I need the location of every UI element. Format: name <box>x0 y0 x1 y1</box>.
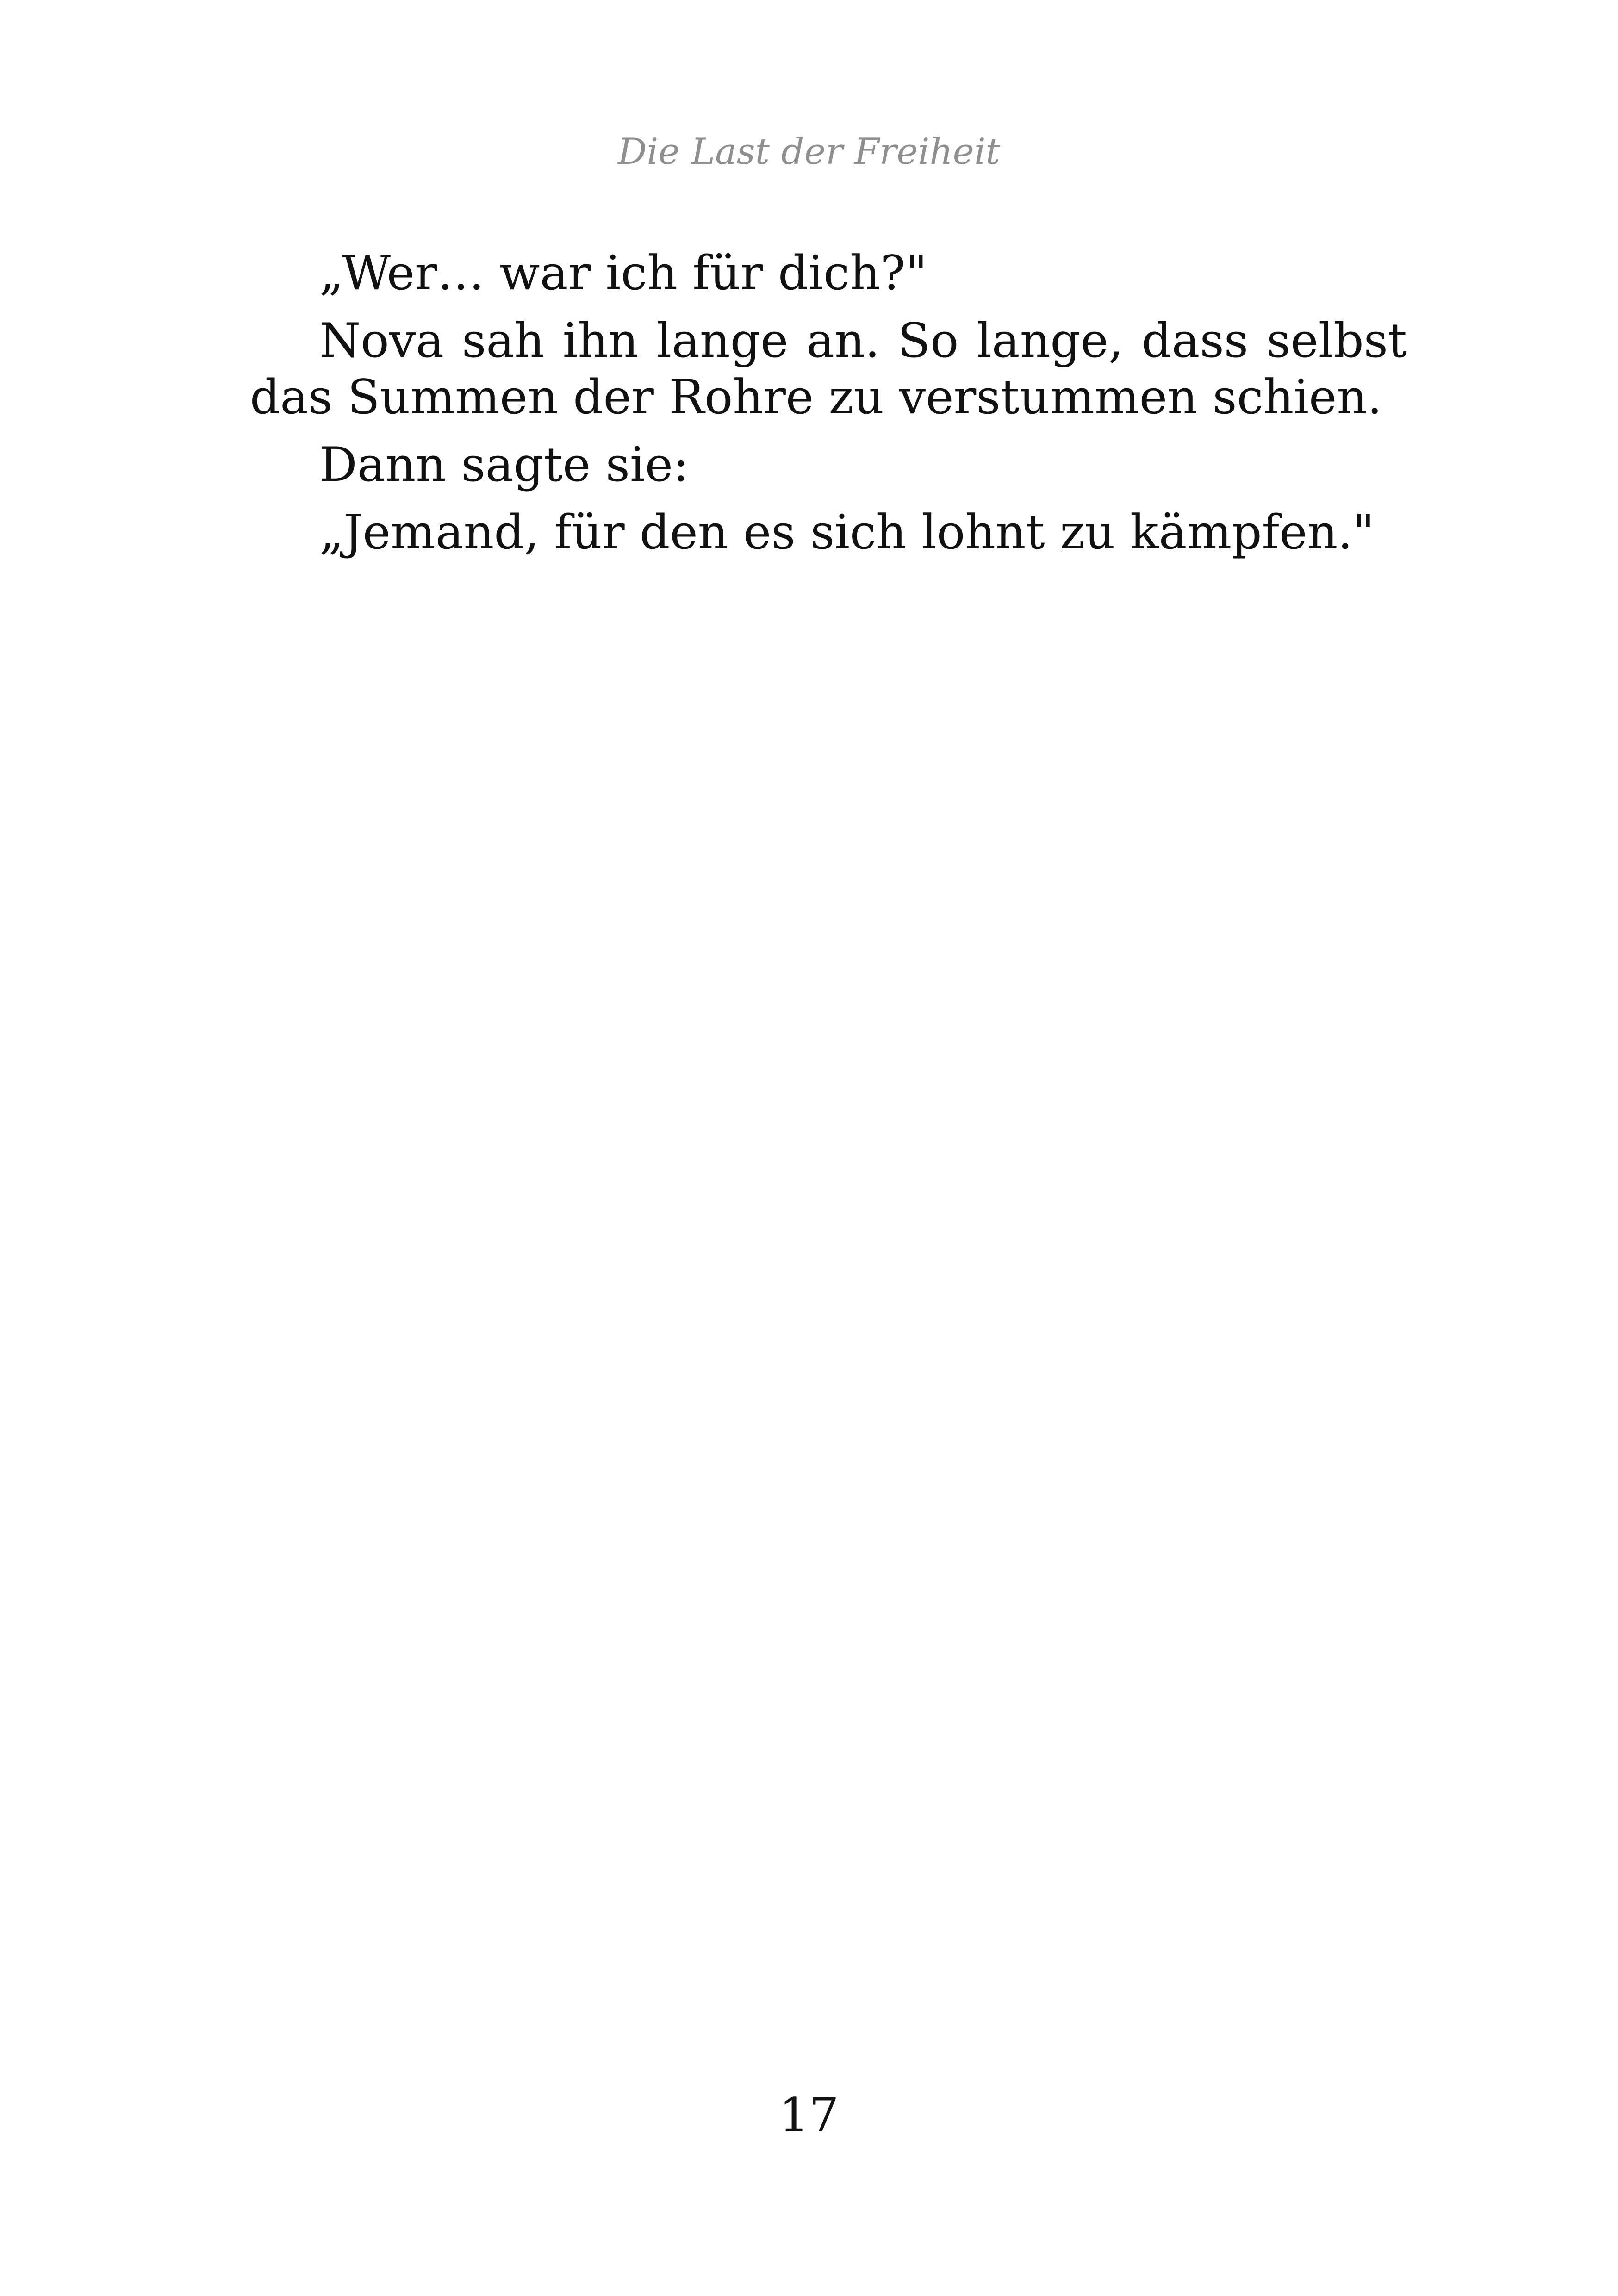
paragraph: Dann sagte sie: <box>319 437 689 492</box>
paragraph: „Wer… war ich für dich?" <box>319 246 927 301</box>
paragraph: Nova sah ihn lange an. So lange, dass selbst das Summen der Rohre zu verstummen schien. <box>250 313 1407 425</box>
running-header-title: Die Last der Freiheit <box>617 131 1001 173</box>
page-number: 17 <box>779 2088 839 2143</box>
paragraph: „Jemand, für den es sich lohnt zu kämpfen." <box>319 505 1375 560</box>
body-text <box>250 245 1407 572</box>
